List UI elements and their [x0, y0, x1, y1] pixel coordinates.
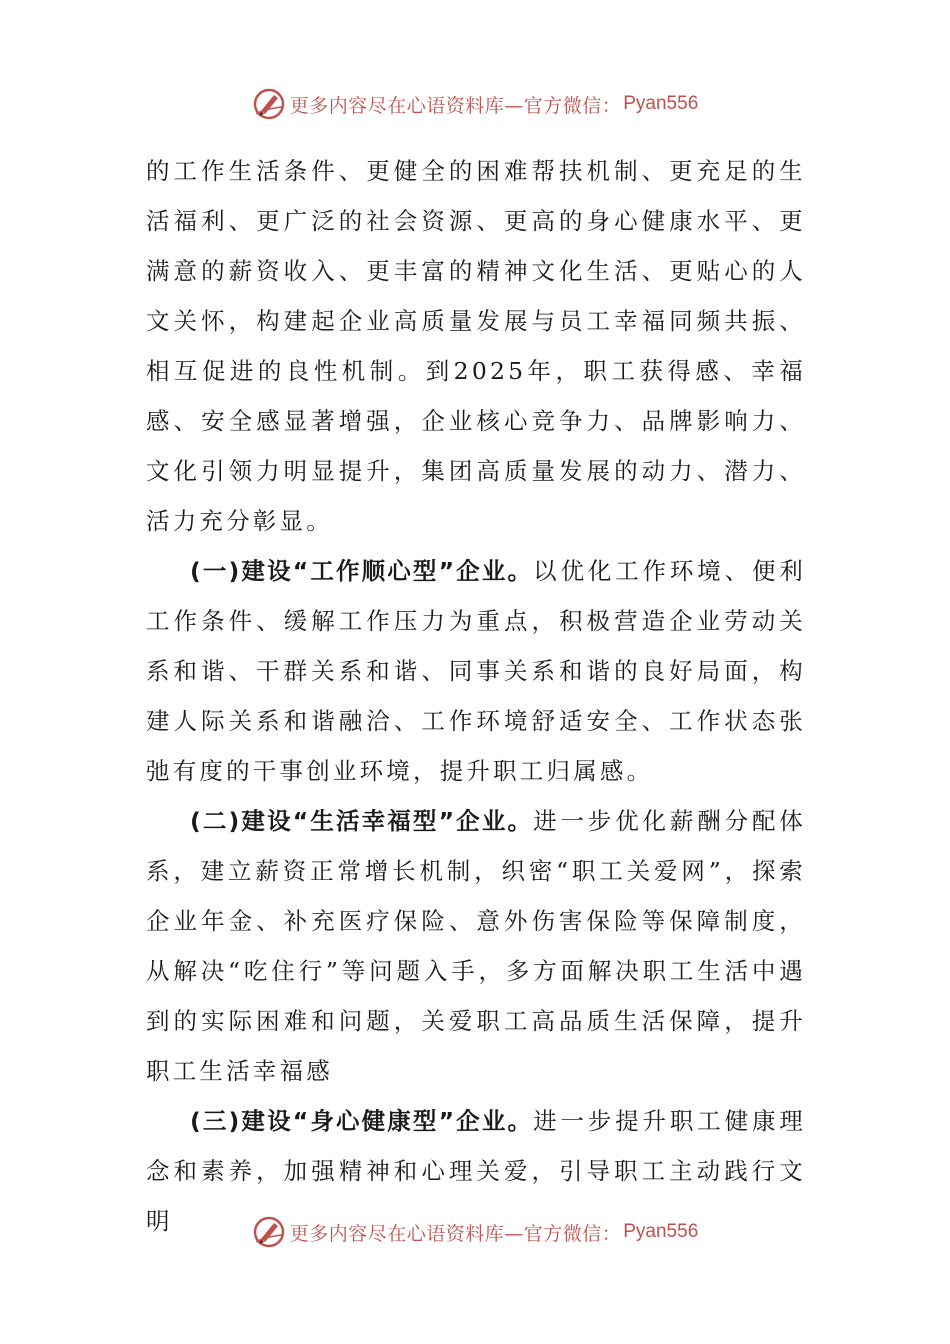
banner-wechat-id: Pyan556 [623, 1221, 699, 1242]
paragraph-text: 进一步提升职工健康理念和素养，加强精神和心理关爱，引导职工主动践行文明 [146, 1107, 806, 1235]
paragraph-intro [146, 146, 806, 546]
document-body [146, 146, 806, 1246]
paragraph-text: 以优化工作环境、便利工作条件、缓解工作压力为重点，积极营造企业劳动关系和谐、干群关系和谐、同事关系和谐的良好局面，构建人际关系和谐融洽、工作环境舒适安全、工作状态张弛有度的干事创业环境，提升职工归属感。 [146, 557, 806, 785]
paragraph-text: 的工作生活条件、更健全的困难帮扶机制、更充足的生活福利、更广泛的社会资源、更高的身心健康水平、更满意的薪资收入、更丰富的精神文化生活、更贴心的人文关怀，构建起企业高质量发展与员工幸福同频共振、相互促进的良性机制。到2025年，职工获得感、幸福感、安全感显著增强，企业核心竞争力、品牌影响力、文化引领力明显提升，集团高质量发展的动力、潜力、活力充分彰显。 [146, 157, 806, 535]
paragraph-section-2 [146, 796, 806, 1096]
section-heading: (二)建设“生活幸福型”企业。 [190, 807, 534, 835]
pen-logo-icon [252, 87, 286, 121]
section-heading: (一)建设“工作顺心型”企业。 [190, 557, 534, 585]
footer-watermark-banner [0, 1212, 950, 1252]
paragraph-text: 进一步优化薪酬分配体系，建立薪资正常增长机制，织密“职工关爱网”，探索企业年金、补充医疗保险、意外伤害保险等保障制度，从解决“吃住行”等问题入手，多方面解决职工生活中遇到的实际困难和问题，关爱职工高品质生活保障，提升职工生活幸福感 [146, 807, 806, 1085]
header-watermark-banner [0, 84, 950, 124]
paragraph-section-1 [146, 546, 806, 796]
pen-logo-icon [252, 1215, 286, 1249]
section-heading: (三)建设“身心健康型”企业。 [190, 1107, 534, 1135]
banner-wechat-id: Pyan556 [623, 93, 699, 114]
banner-text: 更多内容尽在心语资料库—官方微信： [289, 94, 622, 117]
banner-text: 更多内容尽在心语资料库—官方微信： [289, 1222, 622, 1245]
